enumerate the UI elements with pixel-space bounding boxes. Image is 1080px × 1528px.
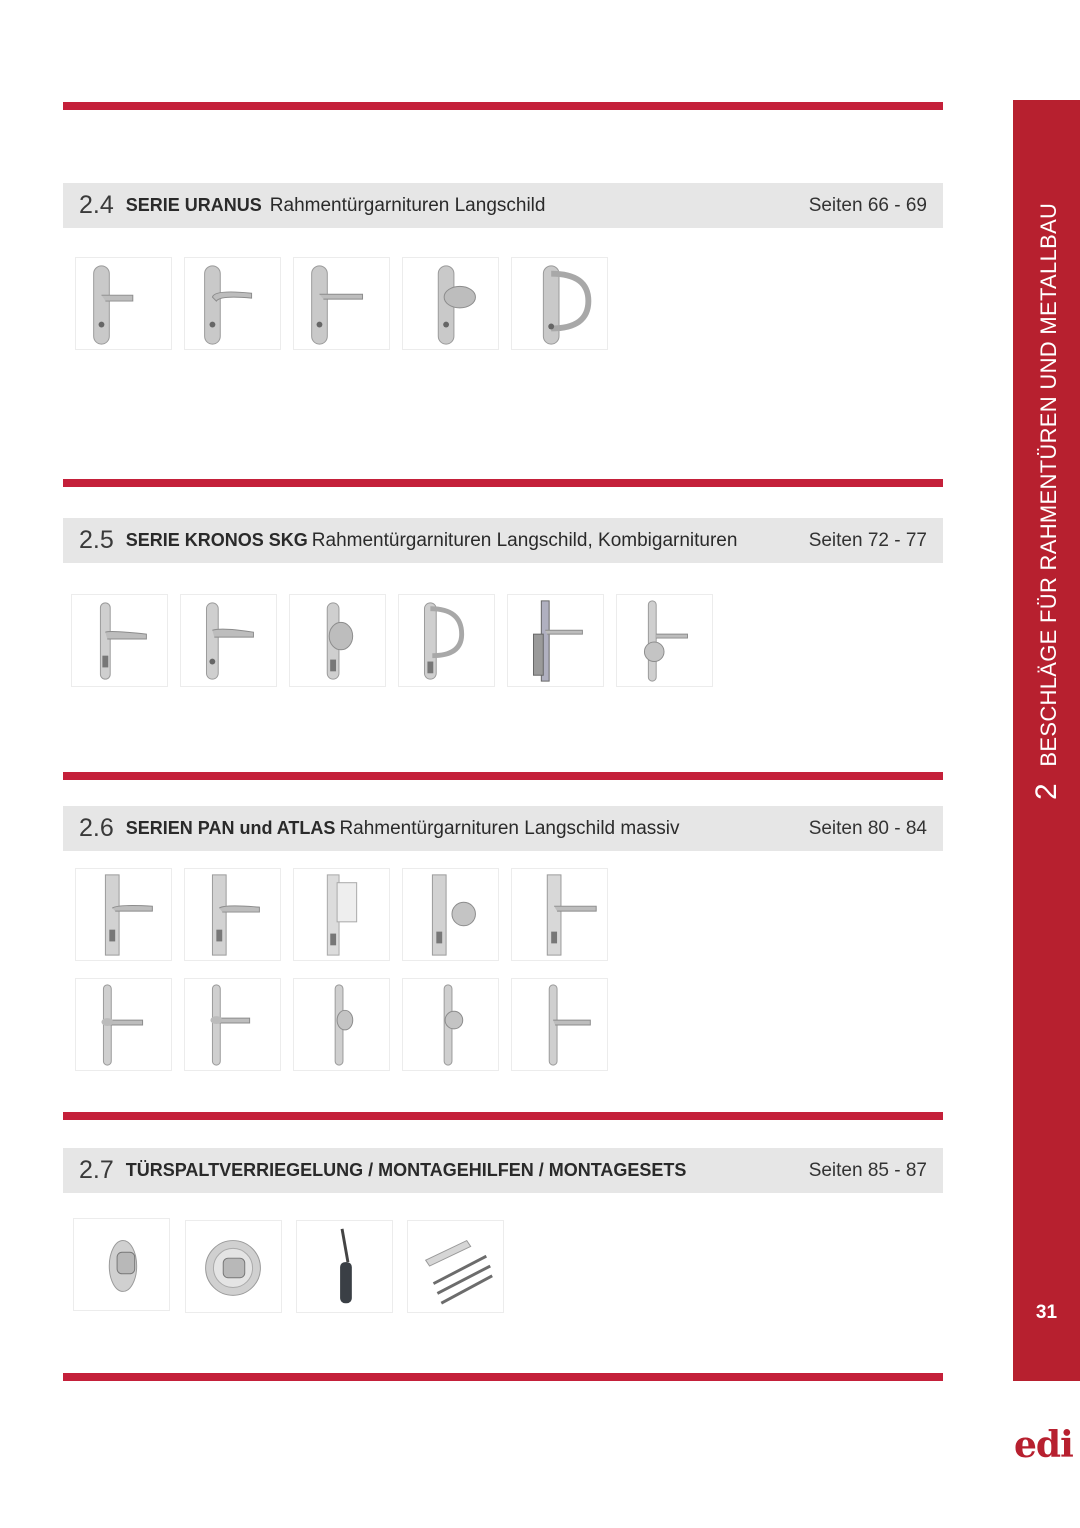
product-image-pull-handle[interactable] (398, 594, 495, 687)
section-number: 2.7 (79, 1156, 114, 1184)
section-header-2-6 (63, 806, 943, 851)
product-image-lever-handle[interactable] (184, 257, 281, 350)
section-title: TÜRSPALTVERRIEGELUNG / MONTAGEHILFEN / MONTAGESETS (125, 1160, 687, 1180)
section-number: 2.4 (79, 191, 114, 219)
divider-rule (63, 1373, 943, 1381)
chapter-sidebar-title (1013, 100, 1080, 800)
divider-rule (63, 479, 943, 487)
divider-rule (63, 772, 943, 780)
section-header-2-5 (63, 518, 943, 563)
product-image-mounting-set[interactable] (407, 1220, 504, 1313)
page-number: 31 (1035, 1302, 1058, 1323)
product-image-lever-handle[interactable] (71, 594, 168, 687)
section-description: Rahmentürgarnituren Langschild (269, 194, 546, 216)
chapter-number: 2 (1029, 783, 1063, 800)
product-image-knob-handle[interactable] (402, 868, 499, 961)
divider-rule (63, 1112, 943, 1120)
product-image-lever-handle[interactable] (511, 868, 608, 961)
product-image-pull-handle[interactable] (511, 257, 608, 350)
section-pages: Seiten 66 - 69 (808, 194, 927, 216)
product-image-mounting-tool[interactable] (296, 1220, 393, 1313)
product-image-lever-handle[interactable] (75, 978, 172, 1071)
section-title: SERIE KRONOS SKG (125, 530, 308, 550)
product-image-turn-lock[interactable] (73, 1218, 170, 1311)
section-number: 2.5 (79, 526, 114, 554)
chapter-title: BESCHLÄGE FÜR RAHMENTÜREN UND METALLBAU (1035, 202, 1061, 767)
section-pages: Seiten 72 - 77 (808, 529, 927, 551)
product-image-lever-handle[interactable] (75, 868, 172, 961)
section-header-2-4 (63, 183, 943, 228)
product-image-flat-handle[interactable] (293, 868, 390, 961)
product-image-lever-handle[interactable] (180, 594, 277, 687)
product-image-lever-handle[interactable] (184, 978, 281, 1071)
product-image-knob-handle[interactable] (289, 594, 386, 687)
product-image-knob-handle[interactable] (293, 978, 390, 1071)
product-image-lock-set[interactable] (507, 594, 604, 687)
product-image-combo-set[interactable] (616, 594, 713, 687)
product-image-lever-handle[interactable] (511, 978, 608, 1071)
section-pages: Seiten 80 - 84 (808, 817, 927, 839)
section-title: SERIE URANUS (125, 195, 262, 215)
product-image-knob-handle[interactable] (402, 257, 499, 350)
product-image-lever-handle[interactable] (184, 868, 281, 961)
product-image-lever-handle[interactable] (75, 257, 172, 350)
product-image-lever-handle[interactable] (293, 257, 390, 350)
section-title: SERIEN PAN und ATLAS (125, 818, 336, 838)
section-description: Rahmentürgarnituren Langschild, Kombigarnituren (311, 529, 738, 551)
product-image-round-rosette[interactable] (185, 1220, 282, 1313)
section-description: Rahmentürgarnituren Langschild massiv (339, 817, 680, 839)
section-header-2-7 (63, 1148, 943, 1193)
section-number: 2.6 (79, 814, 114, 842)
product-image-knob-handle[interactable] (402, 978, 499, 1071)
divider-rule (63, 102, 943, 110)
edi-logo: edi (1014, 1424, 1073, 1466)
section-pages: Seiten 85 - 87 (808, 1159, 927, 1181)
